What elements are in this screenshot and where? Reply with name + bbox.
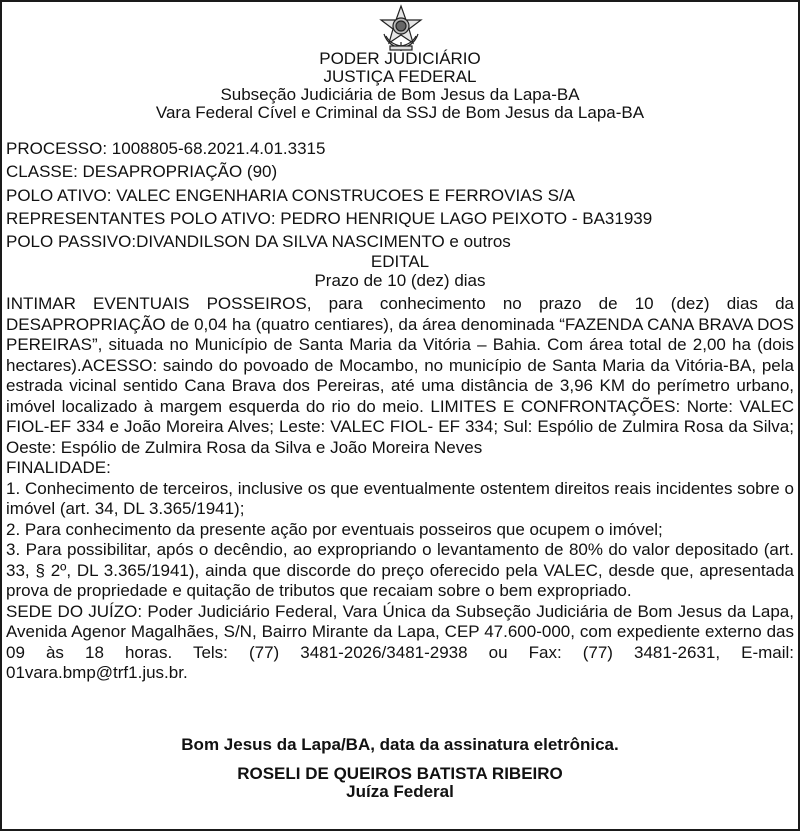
signature-block bbox=[0, 735, 800, 801]
active-party: POLO ATIVO: VALEC ENGENHARIA CONSTRUCOES E FERROVIAS S/A bbox=[6, 185, 576, 205]
brazil-coat-of-arms-icon bbox=[378, 4, 424, 52]
purpose-item-3: 3. Para possibilitar, após o decêndio, ao expropriando o levantamento de 80% do valor depositado (art. 33, § 2º, DL 3.365/1941), ainda que discorde do preço oferecido pela VALEC, desde que, apresentada prova de propriedade e quitação de tributos que recaiam sobre o bem expropriado. bbox=[6, 540, 794, 600]
active-party-representatives: REPRESENTANTES POLO ATIVO: PEDRO HENRIQUE LAGO PEIXOTO - BA31939 bbox=[6, 208, 653, 228]
purpose-item-1: 1. Conhecimento de terceiros, inclusive os que eventualmente ostentem direitos reais incidentes sobre o imóvel (art. 34, DL 3.365/1941); bbox=[6, 478, 794, 518]
edital-deadline: Prazo de 10 (dez) dias bbox=[314, 271, 486, 290]
edital-title: EDITAL bbox=[370, 252, 430, 271]
summons-paragraph: INTIMAR EVENTUAIS POSSEIROS, para conhecimento no prazo de 10 (dez) dias da DESAPROPRIAÇÃO de 0,04 ha (quatro centiares), da área denominada “FAZENDA CANA BRAVA DOS PEREIRAS”, situada no Município de Santa Maria da Vitória – Bahia. Com área total de 2,00 ha (dois hectares).ACESSO: saindo do povoado de Mocambo, no município de Santa Maria da Vitória-BA, pela estrada vicinal sentido Cana Brava dos Pereiras, até uma distância de 3,96 KM do perímetro urbano, imóvel localizado à margem esquerda do rio do meio. LIMITES E CONFRONTAÇÕES: Norte: VALEC FIOL-EF 334 e João Moreira Alves; Leste: VALEC FIOL- EF 334; Sul: Espólio de Zulmira Rosa da Silva; Oeste: Espólio de Zulmira Rosa da Silva e João Moreira Neves bbox=[6, 294, 794, 457]
notice-body bbox=[6, 294, 794, 684]
case-details bbox=[6, 137, 794, 253]
signer-name: ROSELI DE QUEIROS BATISTA RIBEIRO bbox=[237, 764, 563, 783]
court-name: PODER JUDICIÁRIO bbox=[319, 49, 481, 68]
city-date-line: Bom Jesus da Lapa/BA, data da assinatura eletrônica. bbox=[181, 735, 619, 754]
case-number: PROCESSO: 1008805-68.2021.4.01.3315 bbox=[6, 139, 326, 158]
purpose-item-2: 2. Para conhecimento da presente ação por eventuais posseiros que ocupem o imóvel; bbox=[6, 519, 663, 539]
edital-heading bbox=[0, 252, 800, 290]
court-subsection: Subseção Judiciária de Bom Jesus da Lapa-BA bbox=[220, 85, 580, 104]
purpose-heading: FINALIDADE: bbox=[6, 458, 111, 477]
court-division: Vara Federal Cível e Criminal da SSJ de Bom Jesus da Lapa-BA bbox=[155, 103, 645, 122]
court-header bbox=[0, 50, 800, 122]
court-seat-paragraph: SEDE DO JUÍZO: Poder Judiciário Federal, Vara Única da Subseção Judiciária de Bom Jesus da Lapa, Avenida Agenor Magalhães, S/N, Bairro Mirante da Lapa, CEP 47.600-000, com expediente externo das 09 às 18 horas. Tels: (77) 3481-2026/3481-2938 ou Fax: (77) 3481-2631, E-mail: 01vara.bmp@trf1.jus.br. bbox=[6, 601, 794, 682]
court-branch: JUSTIÇA FEDERAL bbox=[323, 67, 477, 86]
case-class: CLASSE: DESAPROPRIAÇÃO (90) bbox=[6, 162, 278, 182]
signer-role: Juíza Federal bbox=[346, 782, 454, 801]
passive-party: POLO PASSIVO:DIVANDILSON DA SILVA NASCIMENTO e outros bbox=[6, 232, 511, 252]
